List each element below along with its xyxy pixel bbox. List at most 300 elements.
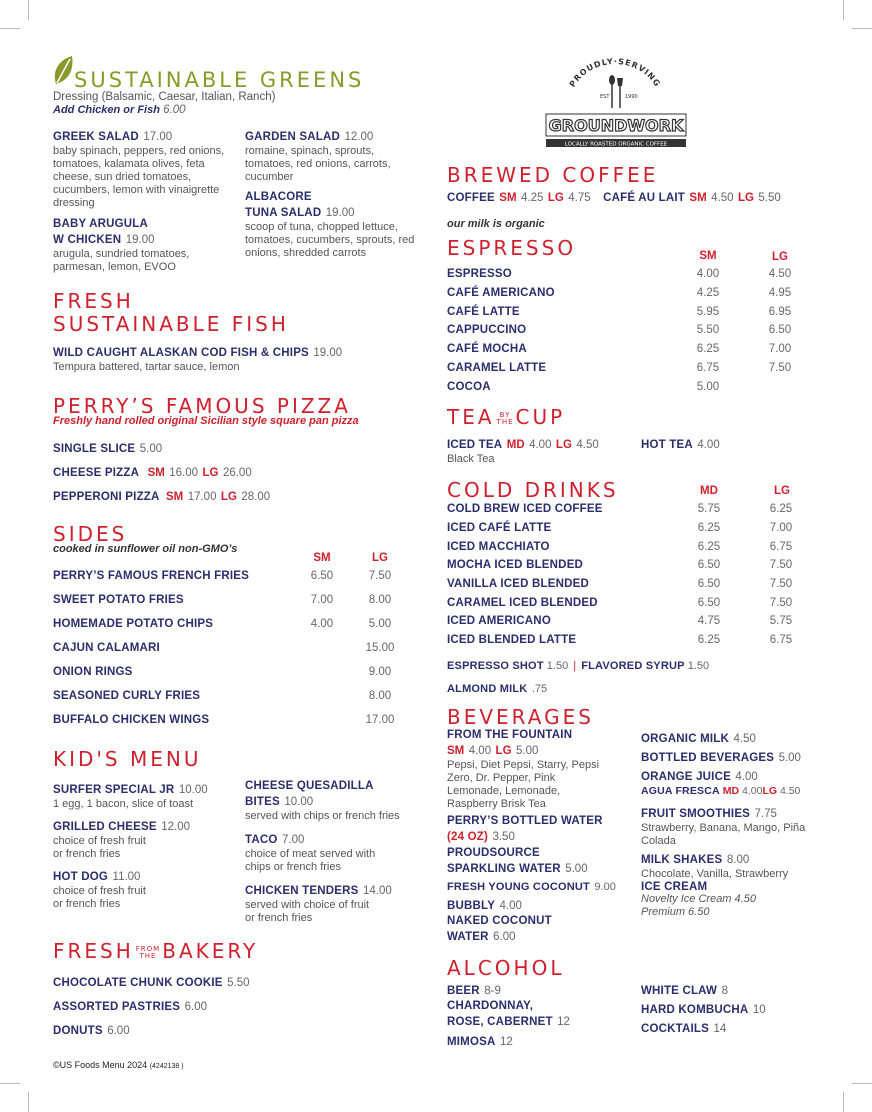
cold-col-md: MD xyxy=(700,485,718,497)
taco-desc: choice of meat served with chips or french fries xyxy=(245,848,376,873)
smoothies xyxy=(641,804,811,848)
wine xyxy=(447,1000,627,1030)
espresso-list xyxy=(447,268,817,408)
side-name: SEASONED CURLY FRIES xyxy=(53,690,201,702)
hot-tea-name: HOT TEA xyxy=(641,439,693,451)
pizza-pepperoni xyxy=(53,487,270,505)
espresso-item-name: CAFÉ AMERICANO xyxy=(447,287,555,299)
surfer-name: SURFER SPECIAL JR xyxy=(53,784,175,796)
espresso-lg-price: 4.95 xyxy=(768,287,792,299)
tuna-name-1: ALBACORE xyxy=(245,191,312,203)
list-item xyxy=(447,541,817,559)
cold-lg-price: 7.00 xyxy=(769,522,793,534)
smoothies-name: FRUIT SMOOTHIES xyxy=(641,808,751,820)
side-lg-price: 7.50 xyxy=(368,570,392,582)
mimosa-name: MIMOSA xyxy=(447,1036,496,1048)
iced-tea-md-price: 4.00 xyxy=(529,439,552,451)
bakery-item-price: 6.00 xyxy=(184,1001,207,1013)
quesadilla-name-2: BITES xyxy=(245,796,280,808)
footer-copyright: ©US Foods Menu 2024 xyxy=(53,1060,148,1070)
list-item xyxy=(53,594,413,612)
coconut-price: 9.00 xyxy=(594,881,616,893)
cold-item-name: ICED AMERICANO xyxy=(447,615,551,627)
cocktails xyxy=(641,1019,726,1037)
quesadilla-price: 10.00 xyxy=(284,796,314,808)
bubbly-price: 4.00 xyxy=(499,900,522,912)
tenders-name: CHICKEN TENDERS xyxy=(245,885,359,897)
fountain-name: FROM THE FOUNTAIN xyxy=(447,729,573,741)
logo-bottom-text: LOCALLY ROASTED ORGANIC COFFEE xyxy=(564,141,668,148)
espresso-sm-price: 5.00 xyxy=(696,381,720,393)
arugula-price: 19.00 xyxy=(125,234,155,246)
almond-milk xyxy=(447,679,547,697)
greens-dressing: Dressing (Balsamic, Caesar, Italian, Ranch) xyxy=(53,91,276,103)
beer xyxy=(447,981,501,999)
slice-name: SINGLE SLICE xyxy=(53,443,136,455)
fish-item-desc: Tempura battered, tartar sauce, lemon xyxy=(53,361,240,373)
crop-mark xyxy=(843,0,844,20)
iced-tea-md-label: MD xyxy=(506,439,525,451)
fountain xyxy=(447,729,627,811)
grilled-price: 12.00 xyxy=(161,821,190,833)
pepperoni-lg-label: LG xyxy=(220,491,237,503)
bakery-item-name: CHOCOLATE CHUNK COOKIE xyxy=(53,977,223,989)
garden-salad-desc: romaine, spinach, sprouts, tomatoes, red onions, carrots, cucumber xyxy=(245,145,391,183)
espresso-sm-price: 4.25 xyxy=(696,287,720,299)
greek-salad-name: GREEK SALAD xyxy=(53,131,139,143)
bakery-title xyxy=(53,940,258,962)
list-item xyxy=(53,690,413,708)
side-lg-price: 9.00 xyxy=(368,666,392,678)
tuna-salad xyxy=(245,191,425,260)
taco-price: 7.00 xyxy=(281,834,305,846)
water-name-2: (24 OZ) xyxy=(447,831,489,843)
water-price: 3.50 xyxy=(492,831,515,843)
beer-name: BEER xyxy=(447,985,480,997)
claw-price: 8 xyxy=(721,985,728,997)
kombucha-name: HARD KOMBUCHA xyxy=(641,1004,749,1016)
bakery-the: THE xyxy=(139,951,157,960)
white-claw xyxy=(641,981,728,999)
ice-cream xyxy=(641,881,821,919)
icecream-desc-2: Premium 6.50 xyxy=(641,906,710,918)
cold-lg-price: 6.75 xyxy=(769,541,793,553)
hot-tea-price: 4.00 xyxy=(697,439,720,451)
cold-addons xyxy=(447,660,709,672)
arugula-desc: arugula, sundried tomatoes, parmesan, lemon, EVOO xyxy=(53,248,190,273)
shot-price: 1.50 xyxy=(546,660,569,672)
espresso-lg-price: 6.50 xyxy=(768,324,792,336)
smoothies-desc: Strawberry, Banana, Mango, Piña Colada xyxy=(641,822,806,847)
sides-title: SIDES xyxy=(53,522,128,546)
cocktails-price: 14 xyxy=(713,1023,727,1035)
list-item xyxy=(53,666,413,684)
orange-juice xyxy=(641,767,758,785)
coffee-title: BREWED COFFEE xyxy=(447,163,659,187)
mimosa xyxy=(447,1032,513,1050)
crop-mark xyxy=(852,28,872,29)
cold-md-price: 6.25 xyxy=(697,541,721,553)
cold-item-name: CARAMEL ICED BLENDED xyxy=(447,597,598,609)
grilled-desc-1: choice of fresh fruit xyxy=(53,835,146,847)
pepperoni-sm-label: SM xyxy=(165,491,184,503)
naked-name-1: NAKED COCONUT xyxy=(447,915,552,927)
garden-salad-price: 12.00 xyxy=(344,131,374,143)
cold-md-price: 6.50 xyxy=(697,597,721,609)
bottled-beverages xyxy=(641,748,801,766)
cheese-lg-label: LG xyxy=(202,467,219,479)
sides-subtitle: cooked in sunflower oil non-GMO’s xyxy=(53,543,238,555)
coffee-sm-price: 4.25 xyxy=(521,192,544,204)
coffee-sm-label: SM xyxy=(499,192,517,204)
cold-lg-price: 5.75 xyxy=(769,615,793,627)
logo-top-text: PROUDLY·SERVING xyxy=(567,58,663,89)
cold-lg-price: 7.50 xyxy=(769,597,793,609)
cold-title: COLD DRINKS xyxy=(447,478,619,502)
greek-salad-desc: baby spinach, peppers, red onions, tomatoes, kalamata olives, feta cheese, sun dried tomatoes, cucumbers, lemon with vinaigrette dressing xyxy=(53,145,225,209)
cold-item-name: COLD BREW ICED COFFEE xyxy=(447,503,603,515)
bakery-item xyxy=(53,973,250,991)
icecream-name: ICE CREAM xyxy=(641,881,708,893)
hotdog-desc-1: choice of fresh fruit xyxy=(53,885,146,897)
shot-name: ESPRESSO SHOT xyxy=(447,660,544,672)
aulait-sm-price: 4.50 xyxy=(711,192,734,204)
slice-price: 5.00 xyxy=(139,443,163,455)
list-item xyxy=(53,570,413,588)
wine-name-2: ROSE, CABERNET xyxy=(447,1016,553,1028)
agua-lg-label: LG xyxy=(762,785,778,797)
svg-text:PROUDLY·SERVING xyxy=(568,58,662,89)
quesadilla-desc: served with chips or french fries xyxy=(245,810,400,822)
list-item xyxy=(447,343,817,361)
fish-title-2: SUSTAINABLE FISH xyxy=(53,312,289,336)
tea-title-a: TEA xyxy=(447,405,495,429)
list-item xyxy=(447,381,817,399)
footer xyxy=(53,1060,184,1070)
taco-name: TACO xyxy=(245,834,278,846)
espresso-sm-price: 6.75 xyxy=(696,362,720,374)
cold-lg-price: 7.50 xyxy=(769,559,793,571)
crop-mark xyxy=(852,1083,872,1084)
greens-add-line xyxy=(53,104,186,116)
logo-name: GROUNDWORK xyxy=(548,116,684,135)
aulait-name: CAFÉ AU LAIT xyxy=(603,192,685,204)
organic-milk-price: 4.50 xyxy=(733,733,756,745)
kids-grilled xyxy=(53,817,238,861)
list-item xyxy=(447,578,817,596)
espresso-title: ESPRESSO xyxy=(447,236,577,260)
alcohol-title: ALCOHOL xyxy=(447,956,565,980)
side-sm-price: 4.00 xyxy=(310,618,334,630)
bottled-price: 5.00 xyxy=(778,752,801,764)
kids-surfer xyxy=(53,780,238,811)
cold-md-price: 6.50 xyxy=(697,559,721,571)
espresso-lg-price: 6.95 xyxy=(768,306,792,318)
fish-item-name: WILD CAUGHT ALASKAN COD FISH & CHIPS xyxy=(53,347,309,359)
agua-fresca xyxy=(641,785,800,797)
aulait-sm-label: SM xyxy=(689,192,707,204)
side-sm-price: 6.50 xyxy=(310,570,334,582)
espresso-item-name: CAFÉ LATTE xyxy=(447,306,520,318)
side-name: ONION RINGS xyxy=(53,666,133,678)
tea-title-b: CUP xyxy=(515,405,566,429)
kombucha-price: 10 xyxy=(752,1004,766,1016)
pizza-slice xyxy=(53,439,162,457)
organic-note: our milk is organic xyxy=(447,218,545,230)
surfer-price: 10.00 xyxy=(178,784,208,796)
crop-mark xyxy=(28,0,29,20)
iced-tea-lg-price: 4.50 xyxy=(576,439,599,451)
coconut-name: FRESH YOUNG COCONUT xyxy=(447,881,590,893)
cheese-sm-label: SM xyxy=(147,467,165,479)
pizza-title: PERRY’S FAMOUS PIZZA xyxy=(53,394,351,418)
cold-md-price: 4.75 xyxy=(697,615,721,627)
pepperoni-name: PEPPERONI PIZZA xyxy=(53,491,160,503)
organic-milk-name: ORGANIC MILK xyxy=(641,733,730,745)
espresso-item-name: ESPRESSO xyxy=(447,268,512,280)
arugula-name-2: W CHICKEN xyxy=(53,234,122,246)
espresso-item-name: COCOA xyxy=(447,381,491,393)
icecream-desc-1: Novelty Ice Cream 4.50 xyxy=(641,893,756,905)
bubbly xyxy=(447,896,522,914)
espresso-col-sm: SM xyxy=(699,250,717,262)
logo-est: EST xyxy=(600,94,610,100)
coffee-lg-label: LG xyxy=(547,192,564,204)
bakery-from-the xyxy=(136,946,160,960)
bakery-item-name: DONUTS xyxy=(53,1025,103,1037)
side-name: BUFFALO CHICKEN WINGS xyxy=(53,714,210,726)
greek-salad xyxy=(53,127,233,210)
bakery-title-a: FRESH xyxy=(53,939,134,963)
espresso-sm-price: 5.50 xyxy=(696,324,720,336)
crop-mark xyxy=(28,1092,29,1112)
tuna-name-2: TUNA SALAD xyxy=(245,207,322,219)
oj-name: ORANGE JUICE xyxy=(641,771,731,783)
kids-tenders xyxy=(245,881,430,925)
crop-mark xyxy=(0,28,20,29)
cold-item-name: VANILLA ICED BLENDED xyxy=(447,578,589,590)
tea-by: BY xyxy=(499,410,511,419)
tea-by-the xyxy=(497,412,514,426)
cold-md-price: 6.25 xyxy=(697,634,721,646)
tuna-price: 19.00 xyxy=(325,207,355,219)
cold-md-price: 6.25 xyxy=(697,522,721,534)
bakery-item-price: 5.50 xyxy=(227,977,250,989)
beverages-title: BEVERAGES xyxy=(447,705,594,729)
list-item xyxy=(447,522,817,540)
cheese-sm-price: 16.00 xyxy=(169,467,199,479)
side-lg-price: 5.00 xyxy=(368,618,392,630)
naked-price: 6.00 xyxy=(493,931,516,943)
groundwork-logo xyxy=(540,58,690,150)
side-name: PERRY’S FAMOUS FRENCH FRIES xyxy=(53,570,250,582)
pizza-cheese xyxy=(53,463,252,481)
coconut xyxy=(447,877,616,895)
espresso-sm-price: 4.00 xyxy=(696,268,720,280)
almond-name: ALMOND MILK xyxy=(447,683,528,695)
cocktails-name: COCKTAILS xyxy=(641,1023,710,1035)
coffee-name: COFFEE xyxy=(447,192,495,204)
list-item xyxy=(447,287,817,305)
tea-title xyxy=(447,406,565,428)
list-item xyxy=(53,642,413,660)
pizza-subtitle: Freshly hand rolled original Sicilian style square pan pizza xyxy=(53,415,359,427)
bottled-name: BOTTLED BEVERAGES xyxy=(641,752,775,764)
cold-item-name: ICED CAFÉ LATTE xyxy=(447,522,552,534)
side-name: CAJUN CALAMARI xyxy=(53,642,160,654)
side-lg-price: 8.00 xyxy=(368,594,392,606)
crop-mark xyxy=(843,1092,844,1112)
cold-md-price: 5.75 xyxy=(697,503,721,515)
claw-name: WHITE CLAW xyxy=(641,985,718,997)
list-item xyxy=(447,306,817,324)
cold-item-name: MOCHA ICED BLENDED xyxy=(447,559,584,571)
espresso-lg-price: 4.50 xyxy=(768,268,792,280)
side-sm-price: 7.00 xyxy=(310,594,334,606)
cold-item-name: ICED MACCHIATO xyxy=(447,541,550,553)
coffee-line xyxy=(447,188,781,206)
espresso-sm-price: 6.25 xyxy=(696,343,720,355)
list-item xyxy=(447,559,817,577)
cheese-lg-price: 26.00 xyxy=(222,467,252,479)
crop-mark xyxy=(0,1083,20,1084)
organic-milk xyxy=(641,729,756,747)
grilled-desc-2: or french fries xyxy=(53,848,121,860)
leaf-icon xyxy=(52,54,76,88)
side-name: HOMEMADE POTATO CHIPS xyxy=(53,618,214,630)
aulait-lg-price: 5.50 xyxy=(758,192,781,204)
oj-price: 4.00 xyxy=(735,771,758,783)
agua-md-price: 4.00 xyxy=(742,785,763,797)
garden-salad xyxy=(245,127,423,184)
agua-name: AGUA FRESCA xyxy=(641,785,720,797)
kids-quesadilla xyxy=(245,780,430,823)
tenders-desc-2: or french fries xyxy=(245,912,313,924)
list-item xyxy=(53,618,413,636)
pepperoni-lg-price: 28.00 xyxy=(241,491,271,503)
cold-item-name: ICED BLENDED LATTE xyxy=(447,634,577,646)
list-item xyxy=(447,503,817,521)
greens-add-price: 6.00 xyxy=(163,104,186,116)
bubbly-name: BUBBLY xyxy=(447,900,496,912)
bakery-item xyxy=(53,997,207,1015)
proud-name-2: SPARKLING WATER xyxy=(447,863,561,875)
sides-list xyxy=(53,570,413,740)
cold-list xyxy=(447,503,817,655)
syrup-price: 1.50 xyxy=(687,660,710,672)
espresso-lg-price: 7.00 xyxy=(768,343,792,355)
separator: | xyxy=(573,660,577,672)
garden-salad-name: GARDEN SALAD xyxy=(245,131,341,143)
cold-lg-price: 6.75 xyxy=(769,634,793,646)
iced-tea-desc: Black Tea xyxy=(447,453,495,465)
fountain-lg-price: 5.00 xyxy=(515,745,539,757)
side-name: SWEET POTATO FRIES xyxy=(53,594,184,606)
cold-md-price: 6.50 xyxy=(697,578,721,590)
hotdog-name: HOT DOG xyxy=(53,871,109,883)
footer-code: (4242138 ) xyxy=(149,1063,184,1070)
side-lg-price: 17.00 xyxy=(365,714,395,726)
sides-col-sm: SM xyxy=(313,552,331,564)
fountain-sm-label: SM xyxy=(447,745,465,757)
agua-lg-price: 4.50 xyxy=(779,785,801,797)
kids-hotdog xyxy=(53,867,238,911)
iced-tea-name: ICED TEA xyxy=(447,439,503,451)
kombucha xyxy=(641,1000,766,1018)
quesadilla-name-1: CHEESE QUESADILLA xyxy=(245,780,374,792)
iced-tea xyxy=(447,435,599,466)
cold-lg-price: 6.25 xyxy=(769,503,793,515)
logo-year: 1990 xyxy=(625,94,638,100)
almond-price: .75 xyxy=(531,683,548,695)
cold-col-lg: LG xyxy=(774,485,790,497)
bottled-water xyxy=(447,815,637,845)
smoothies-price: 7.75 xyxy=(754,808,777,820)
proud-name-1: PROUDSOURCE xyxy=(447,847,540,859)
greens-title: SUSTAINABLE GREENS xyxy=(74,68,365,92)
side-lg-price: 15.00 xyxy=(365,642,395,654)
greek-salad-price: 17.00 xyxy=(143,131,173,143)
syrup-name: FLAVORED SYRUP xyxy=(581,660,685,672)
milk-shakes xyxy=(641,850,821,881)
proudsource xyxy=(447,847,637,877)
espresso-sm-price: 5.95 xyxy=(696,306,720,318)
bakery-from: FROM xyxy=(135,944,161,953)
bakery-item xyxy=(53,1021,130,1039)
proud-price: 5.00 xyxy=(565,863,588,875)
hotdog-price: 11.00 xyxy=(112,871,141,883)
sides-col-lg: LG xyxy=(372,552,388,564)
agua-md-label: MD xyxy=(722,785,740,797)
list-item xyxy=(447,324,817,342)
list-item xyxy=(447,268,817,286)
coffee-lg-price: 4.75 xyxy=(568,192,591,204)
cold-lg-price: 7.50 xyxy=(769,578,793,590)
surfer-desc: 1 egg, 1 bacon, slice of toast xyxy=(53,798,194,810)
espresso-item-name: CARAMEL LATTE xyxy=(447,362,547,374)
tuna-desc: scoop of tuna, chopped lettuce, tomatoes, cucumbers, sprouts, red onions, shredded carrots xyxy=(245,221,415,259)
list-item xyxy=(447,634,817,652)
shakes-name: MILK SHAKES xyxy=(641,854,723,866)
pepperoni-sm-price: 17.00 xyxy=(187,491,217,503)
espresso-lg-price: 7.50 xyxy=(768,362,792,374)
tea-the: THE xyxy=(496,417,514,426)
espresso-item-name: CAFÉ MOCHA xyxy=(447,343,527,355)
fountain-desc: Pepsi, Diet Pepsi, Starry, Pepsi Zero, Dr. Pepper, Pink Lemonade, Lemonade, Raspberry Brisk Tea xyxy=(447,759,600,810)
espresso-col-lg: LG xyxy=(772,251,788,263)
cheese-pizza-name: CHEESE PIZZA xyxy=(53,467,140,479)
fish-item-price: 19.00 xyxy=(313,347,343,359)
bakery-title-b: BAKERY xyxy=(162,939,259,963)
shakes-desc: Chocolate, Vanilla, Strawberry xyxy=(641,868,789,880)
kids-taco xyxy=(245,830,405,874)
fish-item xyxy=(53,343,342,374)
side-lg-price: 8.00 xyxy=(368,690,392,702)
iced-tea-lg-label: LG xyxy=(555,439,572,451)
list-item xyxy=(447,597,817,615)
mimosa-price: 12 xyxy=(499,1036,513,1048)
water-name-1: PERRY’S BOTTLED WATER xyxy=(447,815,603,827)
beer-price: 8-9 xyxy=(484,985,501,997)
list-item xyxy=(447,615,817,633)
hot-tea xyxy=(641,435,720,453)
wine-price: 12 xyxy=(557,1016,570,1028)
aulait-lg-label: LG xyxy=(737,192,754,204)
shakes-price: 8.00 xyxy=(726,854,750,866)
greens-add: Add Chicken or Fish xyxy=(53,104,160,116)
fountain-lg-label: LG xyxy=(495,745,512,757)
kids-title: KID'S MENU xyxy=(53,747,202,771)
